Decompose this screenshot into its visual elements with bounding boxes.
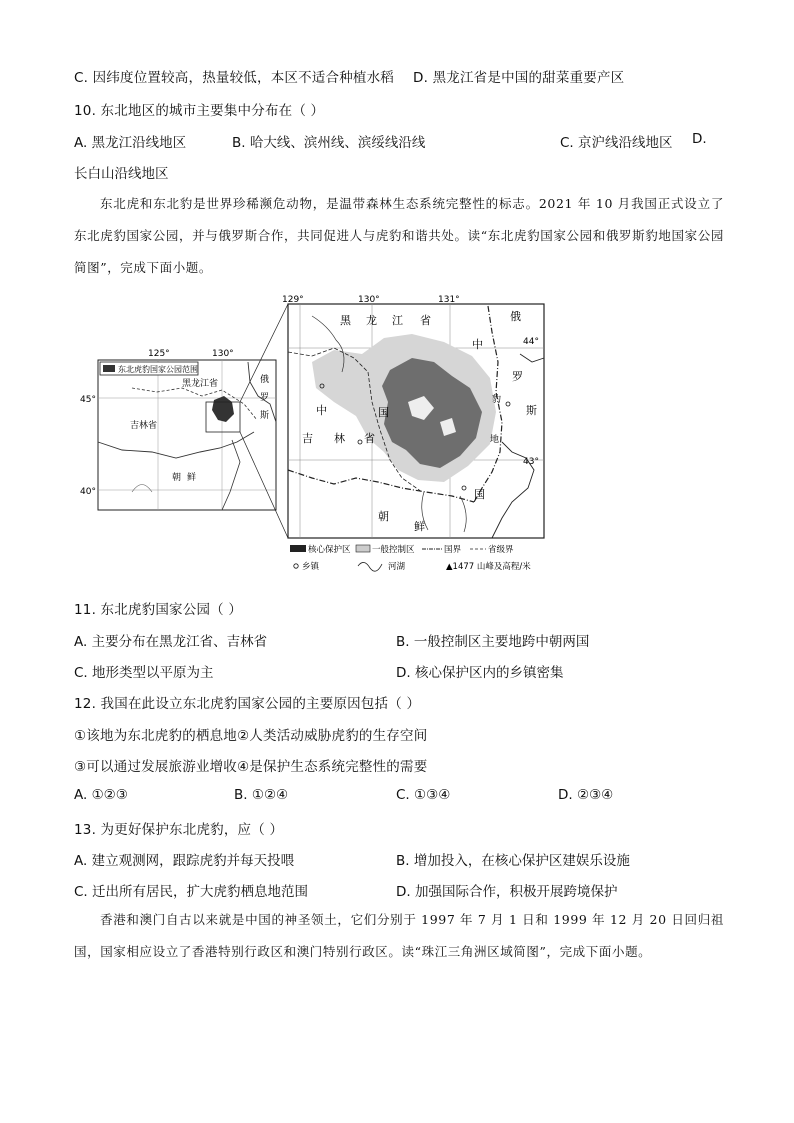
overview-jilin: 吉林省 (130, 421, 158, 431)
detail-bao: 豹 (492, 395, 502, 405)
q9-option-c: C. 因纬度位置较高，热量较低，本区不适合种植水稻 (74, 70, 395, 86)
passage-hk-macao: 香港和澳门自古以来就是中国的神圣领土，它们分别于 1997 年 7 月 1 日和 1999 年 12 月 20 日回归祖国，国家相应设立了香港特别行政区和澳门特别行政区。读“珠江三角洲区域简图”，完成下面小题。 (74, 912, 724, 959)
overview-legend-label: 东北虎豹国家公园范围 (118, 365, 198, 374)
passage-tiger-leopard: 东北虎和东北豹是世界珍稀濒危动物，是温带森林生态系统完整性的标志。2021 年 10 月我国正式设立了东北虎豹国家公园，并与俄罗斯合作，共同促进人与虎豹和谐共处。读“东北虎豹国家公园和俄罗斯豹地国家公园简图”，完成下面小题。 (74, 196, 724, 275)
q10-option-a: A. 黑龙江沿线地区 (74, 135, 187, 151)
overview-heilongjiang: 黑龙江省 (182, 379, 219, 389)
detail-lon-130: 130° (358, 295, 380, 305)
detail-lat-43: 43° (523, 457, 539, 467)
legend-general: 一般控制区 (372, 545, 415, 555)
q10-option-d-cont: 长白山沿线地区 (74, 166, 169, 182)
q13-stem: 13. 为更好保护东北虎豹，应（ ） (74, 822, 284, 838)
overview-chaoxian: 朝鲜 (172, 473, 203, 483)
detail-luo: 罗 (512, 370, 523, 383)
legend-river: 河湖 (388, 562, 406, 572)
q10-option-c: C. 京沪线沿线地区 (560, 135, 673, 151)
legend-peak: ▲1477 山峰及高程/米 (446, 562, 531, 572)
q11-option-d: D. 核心保护区内的乡镇密集 (396, 665, 564, 681)
detail-guo-right: 国 (474, 488, 485, 501)
legend-town: 乡镇 (302, 562, 320, 572)
detail-ji: 吉 (302, 432, 313, 445)
detail-zhong-left: 中 (316, 404, 327, 417)
legend-core: 核心保护区 (308, 545, 351, 555)
detail-di: 地 (490, 435, 500, 445)
detail-map (282, 295, 544, 538)
detail-xian: 鲜 (414, 520, 425, 533)
detail-lat-44: 44° (523, 337, 539, 347)
tiger-leopard-park-map (72, 292, 552, 578)
detail-si: 斯 (526, 404, 537, 417)
legend-border: 国界 (444, 545, 462, 555)
q13-option-a: A. 建立观测网，跟踪虎豹并每天投喂 (74, 853, 295, 869)
detail-long: 龙 (366, 314, 377, 327)
q9-option-d: D. 黑龙江省是中国的甜菜重要产区 (413, 70, 625, 86)
overview-map (80, 349, 276, 510)
detail-lin: 林 (334, 432, 345, 445)
overview-lat-40: 40° (80, 487, 96, 497)
q11-option-a: A. 主要分布在黑龙江省、吉林省 (74, 634, 268, 650)
overview-lon-130: 130° (212, 349, 234, 359)
detail-zhong-right: 中 (472, 338, 483, 351)
q10-option-b: B. 哈大线、滨州线、滨绥线沿线 (232, 135, 426, 151)
detail-jilin-sheng: 省 (364, 432, 375, 445)
detail-jiang: 江 (392, 314, 403, 327)
q12-option-b: B. ①②④ (234, 787, 289, 803)
q12-stem: 12. 我国在此设立东北虎豹国家公园的主要原因包括（ ） (74, 696, 421, 712)
overview-lon-125: 125° (148, 349, 170, 359)
detail-sheng: 省 (420, 314, 431, 327)
detail-lon-131: 131° (438, 295, 460, 305)
detail-lon-129: 129° (282, 295, 304, 305)
q12-option-c: C. ①③④ (396, 787, 451, 803)
q11-stem: 11. 东北虎豹国家公园（ ） (74, 602, 243, 618)
detail-chao: 朝 (378, 510, 389, 523)
q10-option-d: D. (692, 131, 707, 147)
overview-e: 俄 (260, 375, 270, 385)
legend-province: 省级界 (488, 545, 514, 555)
detail-e: 俄 (510, 310, 521, 323)
detail-guo-left: 国 (378, 406, 389, 419)
overview-luo: 罗 (260, 393, 270, 403)
q10-stem: 10. 东北地区的城市主要集中分布在（ ） (74, 103, 325, 119)
q12-option-a: A. ①②③ (74, 787, 128, 803)
q12-statements-2: ③可以通过发展旅游业增收④是保护生态系统完整性的需要 (74, 759, 428, 775)
q11-option-c: C. 地形类型以平原为主 (74, 665, 214, 681)
overview-si: 斯 (260, 411, 270, 421)
map-legend (290, 544, 531, 572)
overview-lat-45: 45° (80, 395, 96, 405)
q13-option-c: C. 迁出所有居民，扩大虎豹栖息地范围 (74, 884, 309, 900)
q13-option-d: D. 加强国际合作，积极开展跨境保护 (396, 884, 618, 900)
q12-option-d: D. ②③④ (558, 787, 614, 803)
q11-option-b: B. 一般控制区主要地跨中朝两国 (396, 634, 590, 650)
detail-hei: 黑 (340, 314, 351, 327)
q12-statements-1: ①该地为东北虎豹的栖息地②人类活动威胁虎豹的生存空间 (74, 728, 428, 744)
q13-option-b: B. 增加投入，在核心保护区建娱乐设施 (396, 853, 630, 869)
